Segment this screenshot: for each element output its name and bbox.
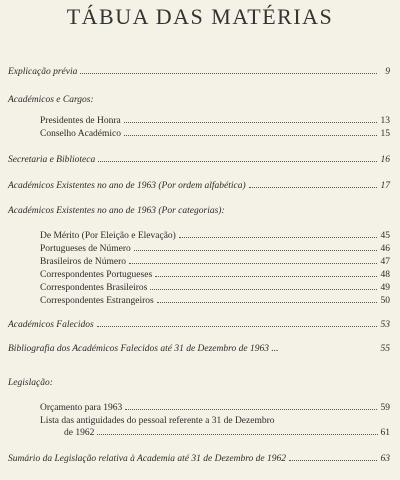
toc-entry-label-line1: Lista das antiguidades do pessoal referente a 31 de Dezembro [40,416,275,426]
page-title: TÁBUA DAS MATÉRIAS [66,4,334,29]
leader-dots [281,344,377,351]
toc-entry-label-line2: de 1962 [64,428,95,438]
leader-dots [124,115,377,123]
toc-entry-label: Correspondentes Brasileiros [40,283,148,293]
toc-entry-page: 48 [380,270,390,280]
toc-entry-merito [40,230,390,242]
toc-entry-label: Bibliografia dos Académicos Falecidos até 31 de Dezembro de 1963 ... [8,344,279,354]
toc-entry-page: 15 [380,129,390,139]
toc-entry-presidentes [40,115,390,127]
toc-entry-portugueses-numero [40,243,390,255]
toc-entry-alfabetica [8,180,390,192]
toc-entry-label: Secretaria e Biblioteca [8,155,96,165]
toc-entry-label: Correspondentes Portugueses [40,270,153,280]
toc-entry-explicacao [8,66,390,78]
leader-dots [129,256,377,264]
toc-entry-label: Portugueses de Número [40,244,131,254]
toc-entry-corr-brasileiros [40,282,390,294]
toc-entry-corr-portugueses [40,269,390,281]
toc-entry-page: 13 [380,116,390,126]
leader-dots [150,282,377,290]
toc-entry-antiguidades [40,415,390,439]
leader-dots [134,243,377,251]
toc-entry-page: 9 [385,67,390,77]
leader-dots [97,427,377,435]
toc-entry-brasileiros-numero [40,256,390,268]
toc-entry-label: Orçamento para 1963 [40,403,123,413]
leader-dots [249,180,377,188]
toc-entry-corr-estrangeiros [40,295,390,307]
toc-entry-page: 16 [380,155,390,165]
leader-dots [80,66,377,74]
toc-entry-page: 61 [380,428,390,438]
toc-entry-label: Presidentes de Honra [40,116,121,126]
toc-entry-conselho [40,128,390,140]
leader-dots [155,269,377,277]
toc-entry-page: 17 [380,181,390,191]
toc-entry-label: Explicação prévia [8,67,78,77]
toc-entry-page: 46 [380,244,390,254]
toc-entry-page: 45 [380,231,390,241]
toc-entry-sumario [8,453,390,465]
toc-entry-label: Conselho Académico [40,129,121,139]
leader-dots [124,128,377,136]
toc-entry-label: Académicos Existentes no ano de 1963 (Por ordem alfabética) [8,181,246,191]
toc-entry-page: 47 [380,257,390,267]
leader-dots [179,230,377,238]
section-heading-categorias: Académicos Existentes no ano de 1963 (Por categorias): [8,206,225,216]
section-heading-legislacao: Legislação: [8,378,53,388]
toc-entry-label: De Mérito (Por Eleição e Elevação) [40,231,176,241]
toc-entry-label: Académicos Falecidos [8,320,94,330]
leader-dots [97,319,377,327]
leader-dots [289,453,377,461]
section-heading-academicos-cargos: Académicos e Cargos: [8,95,94,105]
toc-entry-secretaria [8,154,390,166]
toc-entry-label: Correspondentes Estrangeiros [40,296,154,306]
leader-dots [157,295,377,303]
toc-entry-page: 59 [380,403,390,413]
leader-dots [125,402,377,410]
toc-entry-page: 50 [380,296,390,306]
toc-entry-label: Brasileiros de Número [40,257,127,267]
toc-entry-falecidos [8,319,390,331]
toc-entry-page: 55 [380,344,390,354]
toc-entry-label: Sumário da Legislação relativa à Academia até 31 de Dezembro de 1962 [8,454,287,464]
toc-entry-page: 49 [380,283,390,293]
leader-dots [98,154,377,162]
toc-entry-page: 63 [380,454,390,464]
toc-entry-label-line2-row [40,427,390,439]
toc-entry-page: 53 [380,320,390,330]
toc-entry-bibliografia [8,344,390,355]
toc-entry-orcamento [40,402,390,414]
